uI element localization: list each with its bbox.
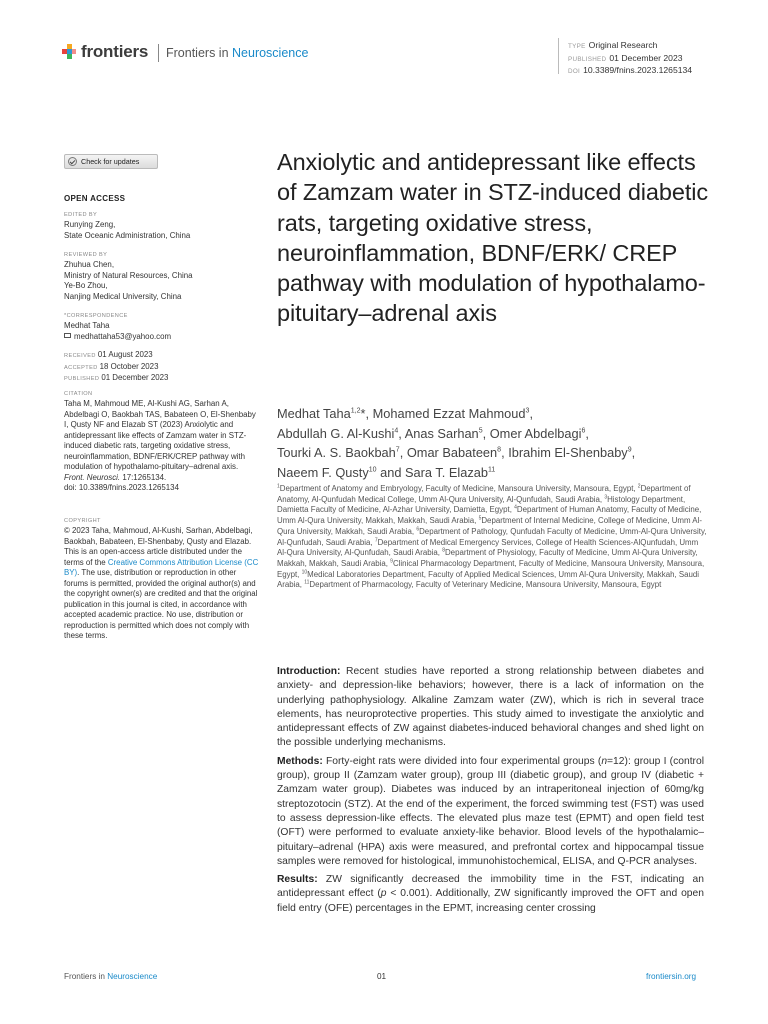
received-date: 01 August 2023 xyxy=(97,350,153,359)
citation-text: Taha M, Mahmoud ME, Al-Kushi AG, Sarhan A, Abdelbagi O, Baokbah TAS, Babateen O, El-Shenbaby I, Qusty NF and Elazab ST (2023) Anxiolytic and antidepressant like effects of Zamzam water in STZ-induced diabetic rats, targeting oxidative stress, neuroinflammation, BDNF/ERK/CREP pathway with modulation of hypothalamo-pituitary–adrenal axis. xyxy=(64,399,256,471)
affiliation-text: Department of Medical Emergency Services, College of Health Sciences-AlQunfudah, Umm Al-Qura University, Al-Qunfudah, Saudi Arabia, xyxy=(277,537,699,558)
author-separator: , xyxy=(585,425,589,441)
citation-doi[interactable]: doi: 10.3389/fnins.2023.1265134 xyxy=(64,483,179,492)
reviewed-by-label: REVIEWED BY xyxy=(64,252,108,258)
author-name[interactable]: Omar Babateen xyxy=(406,445,498,460)
article-type: Original Research xyxy=(588,40,658,50)
affiliation-number: 1 xyxy=(277,483,280,490)
frontiers-logo[interactable] xyxy=(62,42,148,62)
abstract-introduction xyxy=(277,665,704,751)
citation-journal: Front. Neurosci. xyxy=(64,472,121,482)
author-affiliation-marker: 10 xyxy=(368,466,377,474)
affiliation-text: Department of Pathology, Qunfudah Faculty of Medicine, Umm-Al-Qura University, Al-Qunfudah, Saudi Arabia, xyxy=(277,526,707,547)
editor-affiliation: State Oceanic Administration, China xyxy=(64,230,191,240)
author-separator: , xyxy=(501,445,509,460)
author-affiliation-marker: 11 xyxy=(488,466,496,474)
journal-title: Neuroscience xyxy=(232,46,309,60)
author-name[interactable]: Anas Sarhan xyxy=(404,425,479,441)
reviewer-name: Ye-Bo Zhou, xyxy=(64,281,108,290)
author-separator: , xyxy=(398,425,405,441)
correspondence-label: *CORRESPONDENCE xyxy=(64,313,128,319)
author-separator: and xyxy=(376,464,406,480)
affiliations xyxy=(277,484,707,591)
author-affiliation-marker: 3 xyxy=(525,407,530,415)
reviewed-by-block xyxy=(64,251,264,302)
check-for-updates-button[interactable] xyxy=(64,154,158,169)
copyright-text-continued: . The use, distribution or reproduction in other forums is permitted, provided the original author(s) and the copyright owner(s) are credited and that the original publication in this journal is cited, in accordance with accepted academic practice. No use, distribution or reproduction is permitted which does not comply with these terms. xyxy=(64,568,258,640)
accepted-label: ACCEPTED xyxy=(64,364,98,371)
affiliation-text: Clinical Pharmacology Department, Faculty of Medicine, Mansoura University, Mansoura, Egypt, xyxy=(277,558,705,579)
copyright-text: © 2023 Taha, Mahmoud, Al-Kushi, Sarhan, Abdelbagi, Baokbah, Babateen, El-Shenbaby, Qusty and Elazab. This is an open-access article distributed under the terms of the xyxy=(64,526,253,567)
copyright-label: COPYRIGHT xyxy=(64,518,101,524)
citation-volume: 17:1265134. xyxy=(120,472,167,482)
results-p-symbol: p xyxy=(380,888,387,900)
author-affiliation-marker: 1,2 xyxy=(350,407,361,415)
citation-label: CITATION xyxy=(64,391,93,397)
check-icon xyxy=(68,157,77,166)
edited-by-block xyxy=(64,211,264,241)
methods-n-symbol: n xyxy=(601,755,608,767)
doi-value[interactable]: 10.3389/fnins.2023.1265134 xyxy=(583,65,693,75)
author-name[interactable]: Ibrahim El-Shenbaby xyxy=(508,445,628,460)
reviewer-name: Zhuhua Chen, xyxy=(64,260,115,269)
affiliation-text: Department of Anatomy, Al-Qunfudah Medical College, Umm Al-Qura University, Al-Qunfudah, Saudi Arabia, xyxy=(277,484,691,504)
correspondence-email[interactable]: medhattaha53@yahoo.com xyxy=(74,331,172,341)
methods-text-continued: =12): group I (control group), group II (Zamzam water group), group III (diabetic group), and group IV (diabetic + Zamzam water group). Diabetes was induced by an intraperitoneal injection of 60mg/kg streptozotocin (STZ). At the end of the experiment, the forced swimming test (FST) was used to assess depression-like effects. The elevated plus maze test (EPMT) and open field test (OFT) were performed to evaluate anxiety-like behavior. Blood levels of the hypothalamic–pituitary–adrenal (HPA) axis were measured, and prefrontal cortex and hippocampal tissue samples were removed for histological, immunohistochemical, ELISA, and Q-PCR analyses. xyxy=(277,755,705,867)
author-separator: , xyxy=(482,425,490,441)
abstract-results xyxy=(277,873,704,916)
reviewer-affiliation: Ministry of Natural Resources, China xyxy=(64,270,193,280)
journal-prefix: Frontiers in xyxy=(166,46,229,60)
author-affiliation-marker: 9 xyxy=(627,446,632,454)
article-meta xyxy=(568,40,692,78)
sidebar-published-label: PUBLISHED xyxy=(64,376,100,382)
footer-site-link[interactable]: frontiersin.org xyxy=(646,972,697,981)
citation-block xyxy=(64,390,259,494)
methods-heading: Methods: xyxy=(277,755,323,767)
author-name[interactable]: Sara T. Elazab xyxy=(405,464,489,480)
affiliation-number: 11 xyxy=(304,579,310,586)
affiliation-number: 6 xyxy=(416,526,420,533)
received-label: RECEIVED xyxy=(64,353,96,359)
brand-name: frontiers xyxy=(81,42,149,61)
results-heading: Results: xyxy=(277,874,318,886)
correspondence-block xyxy=(64,312,264,342)
frontiers-logo-icon xyxy=(62,44,76,60)
methods-text: Forty-eight rats were divided into four experimental groups ( xyxy=(322,755,602,767)
type-label: TYPE xyxy=(568,43,586,50)
affiliation-text: Department of Anatomy and Embryology, Faculty of Medicine, Mansoura University, Mansoura, Egypt, xyxy=(279,484,638,493)
author-name[interactable]: Naeem F. Qusty xyxy=(277,464,369,480)
author-affiliation-marker: 4 xyxy=(394,427,399,435)
mail-icon xyxy=(64,333,71,338)
author-affiliation-marker: 6 xyxy=(581,427,586,435)
introduction-heading: Introduction: xyxy=(277,666,341,677)
journal-name[interactable] xyxy=(166,46,308,60)
author-name[interactable]: Tourki A. S. Baokbah xyxy=(277,445,396,460)
footer-journal xyxy=(64,972,157,981)
affiliation-text: Department of Physiology, Faculty of Medicine, Umm Al-Qura University, Makkah, Makkah, Saudi Arabia, xyxy=(277,548,698,568)
affiliation-number: 2 xyxy=(637,483,641,490)
author-separator: , xyxy=(631,445,636,460)
footer-journal-prefix: Frontiers in xyxy=(64,972,105,981)
affiliation-number: 5 xyxy=(478,515,482,522)
author-affiliation-marker: 5 xyxy=(478,427,483,435)
affiliation-text: Medical Laboratories Department, Faculty of Applied Medical Sciences, Umm Al-Qura University, Makkah, Saudi Arabia, xyxy=(277,569,700,590)
open-access-label: OPEN ACCESS xyxy=(64,194,126,203)
author-name[interactable]: Abdullah G. Al-Kushi xyxy=(277,425,395,441)
affiliation-text: Histology Department, Damietta Faculty of Medicine, Al-Azhar University, Damietta, Egypt, xyxy=(277,494,686,515)
edited-by-label: EDITED BY xyxy=(64,212,98,218)
cc-by-license-link[interactable]: Creative Commons Attribution License (CC BY) xyxy=(64,557,259,577)
introduction-text: Recent studies have reported a strong relationship between diabetes and anxiety- and depression-like behaviors; however, there is a lack of information on the underlying pathophysiology. Alkaline Zamzam water (ZW), which is rich in several trace elements, has neuroprotective properties. This study aimed to investigate the anxiolytic and antidepressant effects of ZW against diabetes-induced behavioral changes and shed light on the possible underlying mechanisms. xyxy=(277,666,704,749)
affiliation-number: 8 xyxy=(442,547,445,554)
author-affiliation-marker: 7 xyxy=(395,446,400,454)
affiliation-number: 4 xyxy=(514,504,517,511)
author-name[interactable]: Omer Abdelbagi xyxy=(489,425,582,441)
results-text: ZW significantly decreased the immobility time in the FST, indicating an antidepressant effect ( xyxy=(277,874,704,900)
author-separator: , xyxy=(529,406,533,421)
abstract-methods xyxy=(277,755,704,869)
abstract xyxy=(277,665,704,920)
meta-divider xyxy=(558,38,559,74)
header-divider xyxy=(158,44,159,62)
affiliation-number: 3 xyxy=(604,494,608,501)
published-date: 01 December 2023 xyxy=(609,52,683,63)
doi-label: DOI xyxy=(568,68,581,75)
editor-name: Runying Zeng, xyxy=(64,220,116,229)
author-name[interactable]: Mohamed Ezzat Mahmoud xyxy=(372,406,526,421)
dates-block xyxy=(64,350,264,385)
affiliation-text: Department of Pharmacology, Faculty of Veterinary Medicine, Mansoura University, Mansoura, Egypt xyxy=(309,580,662,590)
check-updates-label: Check for updates xyxy=(81,157,140,166)
affiliation-number: 9 xyxy=(390,558,393,565)
reviewer-affiliation: Nanjing Medical University, China xyxy=(64,291,182,301)
accepted-date: 18 October 2023 xyxy=(99,361,159,371)
affiliation-number: 7 xyxy=(374,536,378,543)
affiliation-number: 10 xyxy=(301,569,308,575)
page-number: 01 xyxy=(377,972,387,981)
footer-journal-name: Neuroscience xyxy=(107,972,158,981)
author-separator: , xyxy=(399,445,407,460)
copyright-block xyxy=(64,517,262,642)
results-text-continued: < 0.001). Additionally, ZW significantly improved the OFT and open field entry (OFE) percentages in the EPMT, increasing center crossing xyxy=(277,888,704,914)
author-separator: *, xyxy=(360,406,373,421)
affiliation-text: Department of Human Anatomy, Faculty of Medicine, Umm Al-Qura University, Makkah, Makkah, Saudi Arabia, xyxy=(277,505,702,526)
published-label: PUBLISHED xyxy=(568,55,607,63)
article-title: Anxiolytic and antidepressant like effects of Zamzam water in STZ-induced diabetic rats, targeting oxidative stress, neuroinflammation, BDNF/ERK/ CREP pathway with modulation of hypothalamo-pituitary–adrenal axis xyxy=(277,149,709,327)
author-list xyxy=(277,404,717,482)
correspondence-name: Medhat Taha xyxy=(64,321,110,330)
affiliation-text: Department of Internal Medicine, College of Medicine, Umm Al-Qura University, Makkah, Saudi Arabia, xyxy=(277,516,702,536)
sidebar-published-date: 01 December 2023 xyxy=(101,373,169,382)
author-name[interactable]: Medhat Taha xyxy=(277,406,351,421)
author-affiliation-marker: 8 xyxy=(497,446,502,454)
